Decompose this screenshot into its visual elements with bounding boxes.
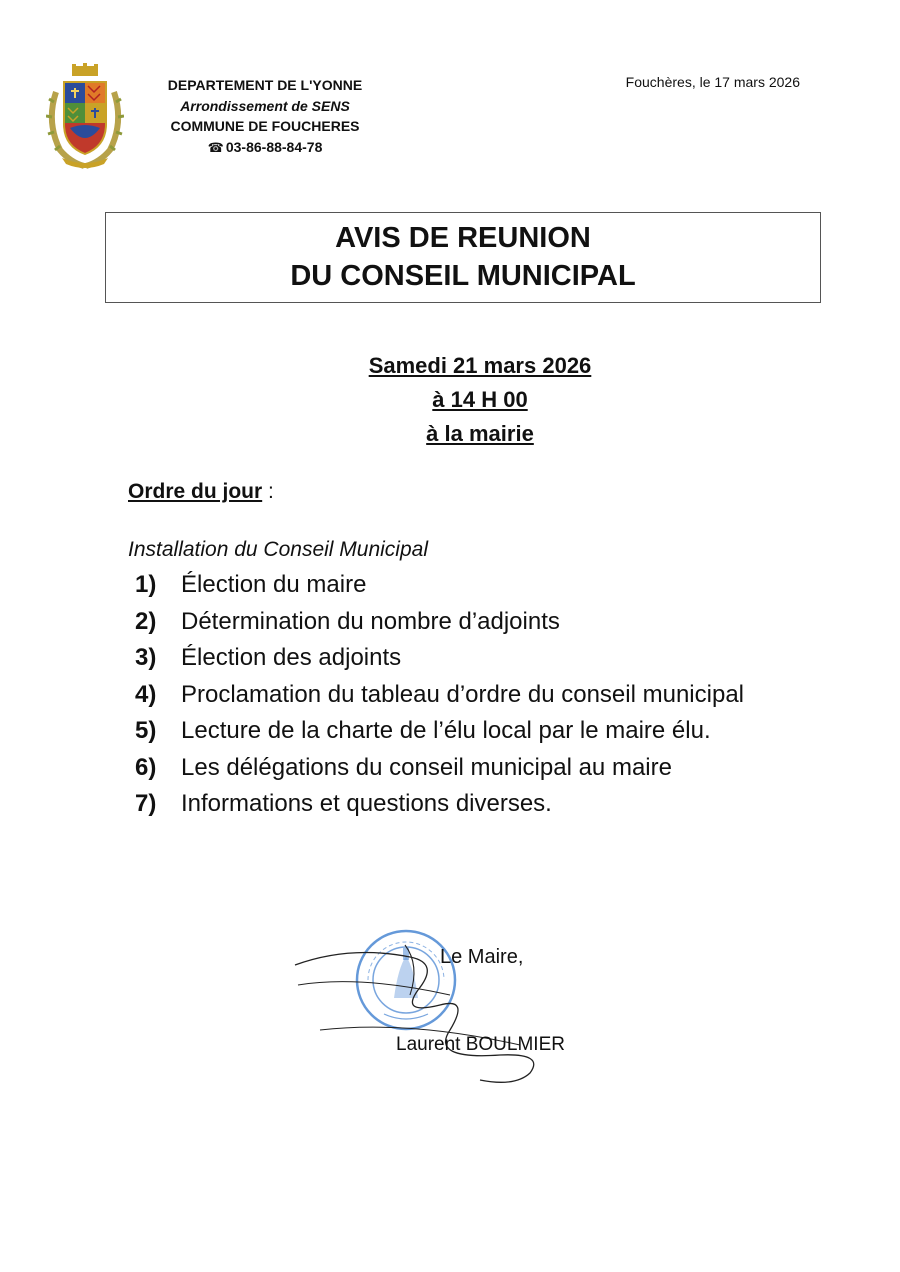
telephone-icon: ☎ [207,139,224,155]
item-number: 2) [135,607,157,635]
agenda-heading [128,480,274,504]
phone-line [160,137,370,159]
list-item [135,677,783,714]
item-text: Les délégations du conseil municipal au maire [181,753,672,781]
list-item [135,640,783,677]
item-number: 6) [135,753,157,781]
list-item [135,713,783,750]
list-item [135,567,783,604]
commune-name: COMMUNE DE FOUCHERES [170,118,360,134]
agenda-heading-suffix: : [262,480,274,503]
signer-name: Laurent BOULMIER [396,1034,565,1055]
item-text: Détermination du nombre d’adjoints [181,607,560,635]
agenda-intro: Installation du Conseil Municipal [128,538,428,561]
list-item [135,604,783,641]
item-number: 5) [135,717,157,744]
title-line-2: DU CONSEIL MUNICIPAL [290,260,636,292]
meeting-day: Samedi 21 mars 2026 [368,353,592,378]
document-title-box [105,212,821,303]
item-text: Élection du maire [181,571,367,598]
municipality-header [160,75,370,158]
signer-role: Le Maire, [440,946,524,968]
coat-of-arms-icon [46,62,124,170]
item-number: 4) [135,680,157,708]
list-item [135,786,783,823]
item-number: 3) [135,644,157,671]
meeting-time: à 14 H 00 [432,387,528,412]
item-text: Lecture de la charte de l’élu local par le maire élu. [181,717,711,744]
item-number: 1) [135,571,157,598]
title-line-1: AVIS DE REUNION [335,222,591,254]
meeting-details [250,349,710,451]
list-item [135,750,783,787]
item-number: 7) [135,790,157,817]
item-text: Élection des adjoints [181,644,402,671]
phone-number: 03-86-88-84-78 [225,138,323,155]
agenda-heading-label: Ordre du jour [128,480,263,503]
item-text: Proclamation du tableau d’ordre du conseil municipal [181,680,744,708]
document-date: Fouchères, le 17 mars 2026 [625,74,800,90]
department-name: DEPARTEMENT DE L'YONNE [167,77,363,93]
agenda-list [135,567,783,823]
meeting-place: à la mairie [426,421,534,446]
item-text: Informations et questions diverses. [181,790,552,817]
arrondissement-name: Arrondissement de SENS [180,97,350,114]
